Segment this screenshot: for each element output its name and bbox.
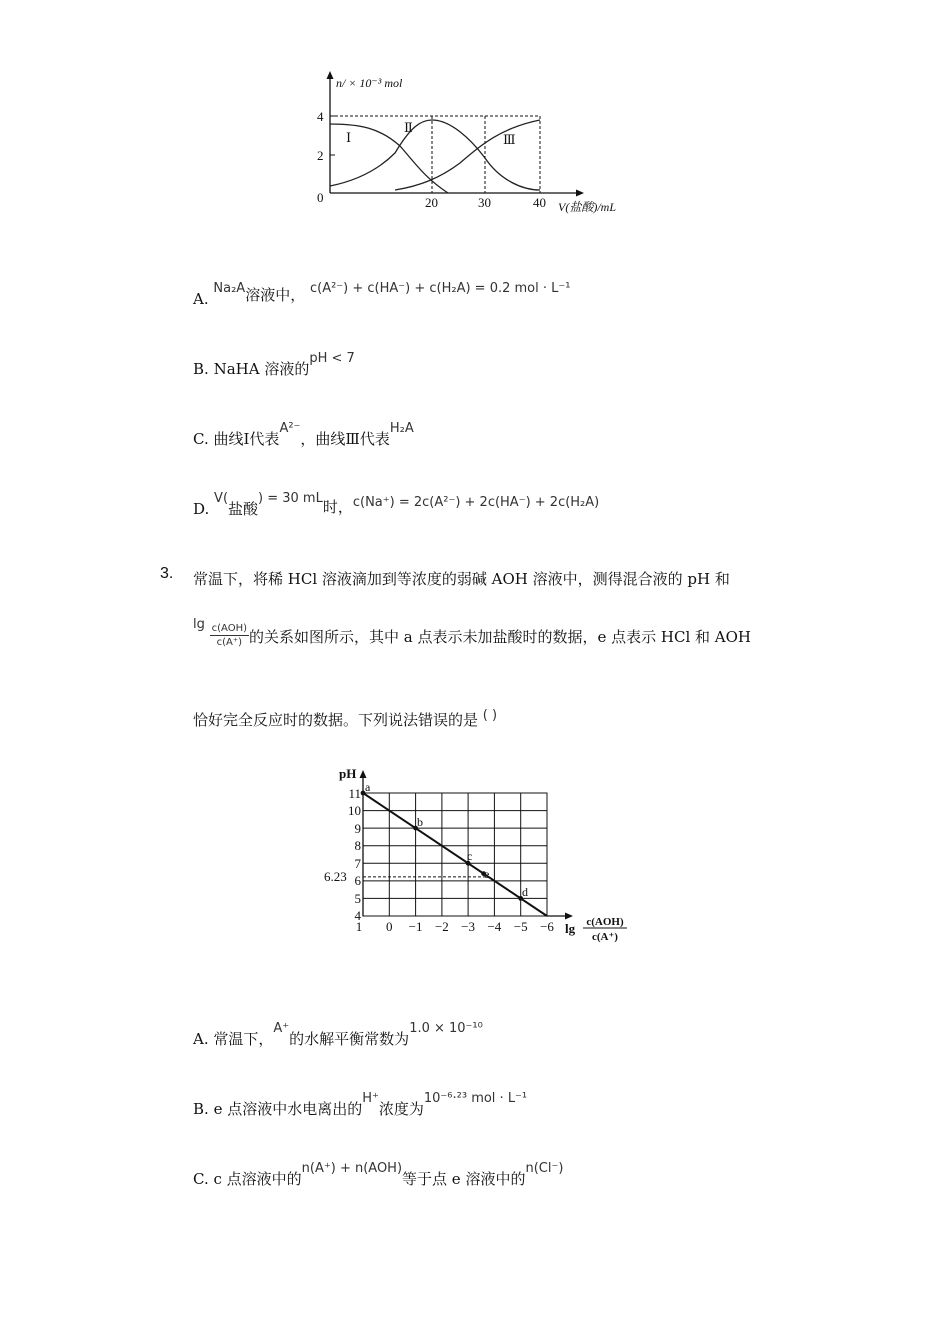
q3-option-b (193, 1086, 528, 1118)
option-letter: A. (193, 1030, 209, 1048)
answer-paren: ( ) (482, 708, 498, 723)
svg-text:−4: −4 (487, 919, 502, 934)
option-text: e 点溶液中水电离出的 (213, 1100, 363, 1118)
option-letter: C. (193, 1170, 209, 1188)
option-text: c 点溶液中的 (213, 1170, 302, 1188)
fig1-curve-label: Ⅲ (503, 132, 516, 147)
fig2-y-special: 6.23 (324, 869, 347, 884)
svg-text:9: 9 (354, 821, 361, 836)
formula: ) = 30 mL (258, 491, 323, 506)
point-label: b (417, 815, 423, 829)
option-letter: C. (193, 430, 209, 448)
q3-option-a (193, 1016, 483, 1048)
svg-text:11: 11 (348, 786, 361, 801)
fraction (210, 622, 249, 649)
fig1-curve-III (395, 120, 540, 190)
fig2-y-arrow (360, 770, 367, 778)
lg-prefix: lg (193, 617, 205, 632)
formula: n(A⁺) + n(AOH) (301, 1161, 403, 1176)
svg-text:8: 8 (354, 838, 361, 853)
fig2-x-arrow (565, 913, 573, 920)
formula: pH < 7 (309, 351, 355, 366)
fig2-x-ticks (356, 919, 555, 934)
fig1-x-tick: 40 (533, 195, 546, 210)
fig1-guide-lines (330, 116, 540, 193)
option-letter: A. (193, 290, 209, 308)
q3-stem-text: 恰好完全反应时的数据。下列说法错误的是 (193, 711, 479, 729)
formula: V( (214, 491, 229, 506)
option-text: 浓度为 (378, 1100, 424, 1118)
formula: A²⁻ (279, 421, 301, 436)
q2-option-c (193, 416, 414, 448)
formula: H₂A (389, 421, 414, 436)
fig1-x-tick: 30 (478, 195, 491, 210)
fig2-y-ticks (348, 786, 362, 923)
fig1-y-arrow (327, 71, 334, 79)
fraction-numerator: c(AOH) (211, 623, 248, 634)
option-text: 时， (322, 498, 353, 516)
fig1-curve-label: Ⅰ (346, 130, 352, 145)
option-text: ，曲线Ⅲ代表 (300, 430, 390, 448)
q2-option-b (193, 346, 355, 378)
fig1-y-label: n/ × 10⁻³ mol (336, 76, 403, 90)
q3-stem-text: 的关系如图所示，其中 a 点表示未加盐酸时的数据，e 点表示 HCl 和 AOH (249, 628, 752, 646)
fig1-x-tick: 20 (425, 195, 438, 210)
option-text: 常温下， (213, 1030, 274, 1048)
fig1-y-tick: 0 (317, 190, 324, 205)
option-text: NaHA 溶液的 (213, 360, 310, 378)
formula: c(Na⁺) = 2c(A²⁻) + 2c(HA⁻) + 2c(H₂A) (352, 495, 600, 510)
fig1-y-tick: 2 (317, 148, 324, 163)
fig1-x-arrow (576, 190, 584, 197)
formula: c(A²⁻) + c(HA⁻) + c(H₂A) = 0.2 mol · L⁻¹ (309, 281, 571, 296)
fraction-denominator: c(A⁺) (216, 637, 243, 648)
fig1-curve-label: Ⅱ (404, 120, 413, 135)
svg-text:5: 5 (354, 891, 361, 906)
svg-text:7: 7 (354, 856, 361, 871)
svg-text:−2: −2 (434, 919, 449, 934)
option-text: 曲线Ⅰ代表 (213, 430, 280, 448)
fig2-x-label-den: c(A⁺) (592, 931, 618, 943)
formula: H⁺ (362, 1091, 379, 1106)
q3-option-c (193, 1156, 564, 1188)
option-letter: B. (193, 360, 209, 378)
point-label: d (522, 885, 528, 899)
formula: n(Cl⁻) (525, 1161, 564, 1176)
q3-stem-line3 (193, 703, 498, 729)
formula: A⁺ (273, 1021, 290, 1036)
figure-titration-curves (300, 68, 650, 218)
fig2-y-label: pH (339, 766, 357, 781)
q2-option-a (193, 276, 571, 308)
svg-text:−1: −1 (408, 919, 423, 934)
fig2-x-label-num: c(AOH) (586, 916, 624, 928)
q2-option-d (193, 486, 600, 518)
point-label: a (365, 780, 371, 794)
svg-text:6: 6 (354, 873, 361, 888)
q3-stem-line1: 常温下，将稀 HCl 溶液滴加到等浓度的弱碱 AOH 溶液中，测得混合液的 pH 和 (193, 570, 730, 588)
point-label: e (484, 867, 490, 881)
svg-text:−6: −6 (540, 919, 554, 934)
q3-stem-line2 (193, 617, 752, 649)
svg-text:4: 4 (354, 908, 361, 923)
option-text: 等于点 e 溶液中的 (402, 1170, 526, 1188)
option-letter: B. (193, 1100, 209, 1118)
svg-text:−3: −3 (461, 919, 476, 934)
point-label: c (467, 849, 473, 863)
svg-text:1: 1 (355, 919, 363, 934)
svg-text:−5: −5 (513, 919, 528, 934)
figure-ph-lg-plot (315, 762, 645, 952)
fig1-y-tick: 4 (317, 109, 324, 124)
formula: Na₂A (213, 281, 246, 296)
option-letter: D. (193, 500, 210, 518)
option-text: 溶液中， (245, 286, 306, 304)
fig1-x-label: V(盐酸)/mL (558, 200, 616, 214)
option-text: 的水解平衡常数为 (289, 1030, 410, 1048)
svg-text:10: 10 (348, 803, 361, 818)
formula-subscript: 盐酸 (228, 500, 259, 518)
svg-text:0: 0 (386, 919, 393, 934)
formula: 1.0 × 10⁻¹⁰ (409, 1021, 483, 1036)
question-number: 3. (160, 565, 174, 582)
formula: 10⁻⁶·²³ mol · L⁻¹ (423, 1091, 528, 1106)
fig2-x-label-lg: lg (565, 921, 576, 936)
